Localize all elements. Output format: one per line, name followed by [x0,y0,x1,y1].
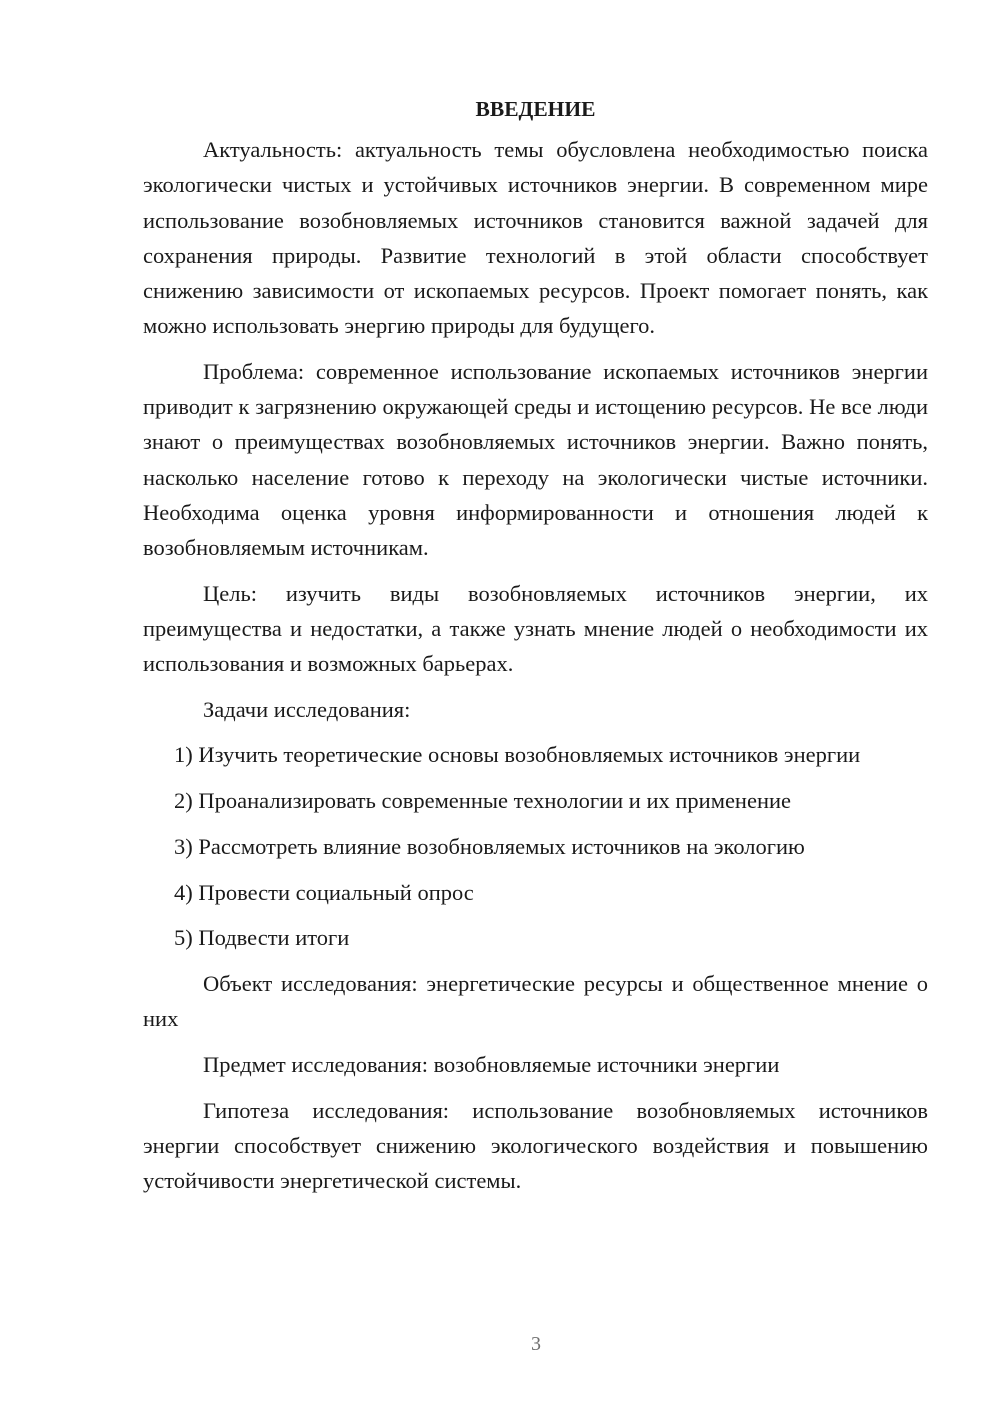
paragraph-goal: Цель: изучить виды возобновляемых источников энергии, их преимущества и недостатки, а также узнать мнение людей о необходимости их использования и возможных барьерах. [143,580,928,677]
page-content [143,92,928,1209]
page-title: ВВЕДЕНИЕ [475,97,596,121]
task-item-5: 5) Подвести итоги [174,925,350,951]
page-number: 3 [531,1333,541,1355]
paragraph-tasks-heading: Задачи исследования: [203,696,411,722]
task-item-4: 4) Провести социальный опрос [174,879,474,905]
paragraph-problem: Проблема: современное использование ископаемых источников энергии приводит к загрязнению окружающей среды и истощению ресурсов. Не все люди знают о преимуществах возобновляемых источников энергии. Важно понять, насколько население готово к переходу на экологически чистые источники. Необходима оценка уровня информированности и отношения людей к возобновляемым источникам. [143,358,928,560]
task-item-3: 3) Рассмотреть влияние возобновляемых источников на экологию [174,833,805,859]
paragraph-object: Объект исследования: энергетические ресурсы и общественное мнение о них [143,970,928,1032]
task-item-1: 1) Изучить теоретические основы возобновляемых источников энергии [174,742,861,768]
paragraph-subject: Предмет исследования: возобновляемые источники энергии [203,1051,780,1077]
paragraph-hypothesis: Гипотеза исследования: использование возобновляемых источников энергии способствует снижению экологического воздействия и повышению устойчивости энергетической системы. [143,1097,928,1193]
paragraph-relevance: Актуальность: актуальность темы обусловлена необходимостью поиска экологически чистых и устойчивых источников энергии. В современном мире использование возобновляемых источников становится важной задачей для сохранения природы. Развитие технологий в этой области способствует снижению зависимости от ископаемых ресурсов. Проект помогает понять, как можно использовать энергию природы для будущего. [143,137,928,339]
task-item-2: 2) Проанализировать современные технологии и их применение [174,788,792,814]
